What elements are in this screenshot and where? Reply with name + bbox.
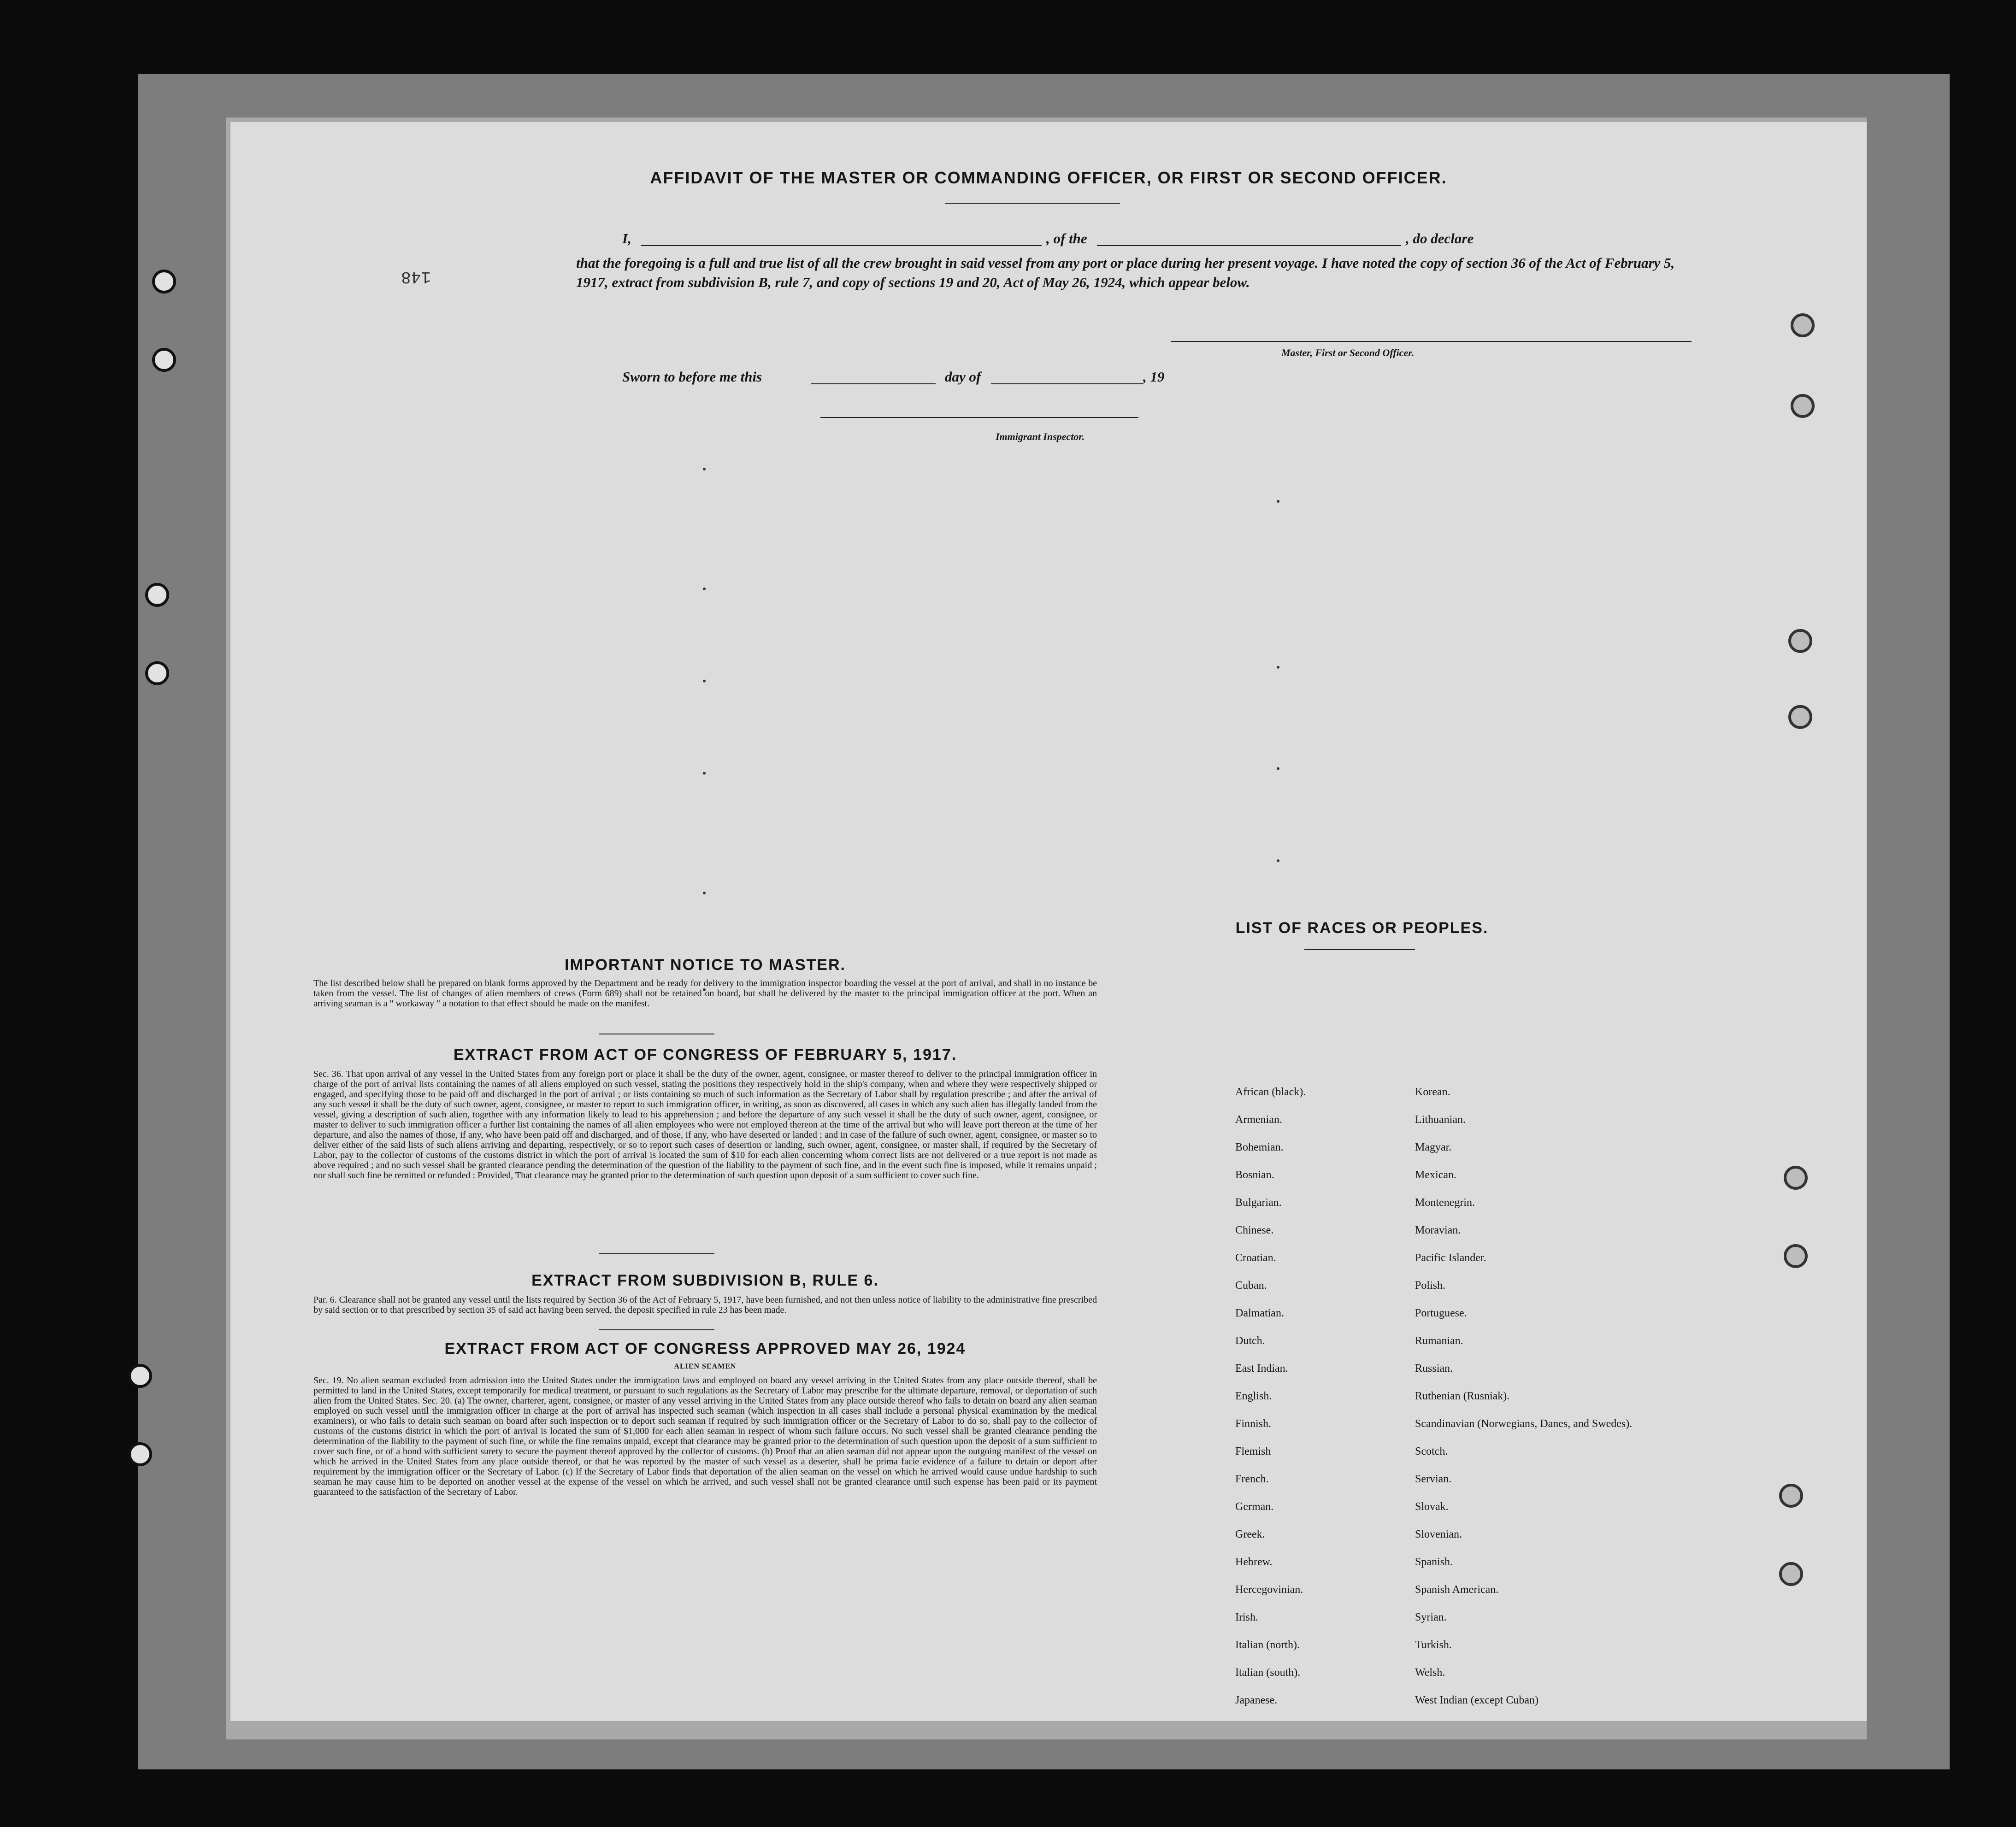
race-item: Russian. <box>1415 1363 1453 1375</box>
page-stamp-number: 148 <box>401 267 431 286</box>
mark <box>1277 666 1279 669</box>
affidavit-title: AFFIDAVIT OF THE MASTER OR COMMANDING OFFICER, OR FIRST OR SECOND OFFICER. <box>650 168 1447 187</box>
binder-hole-right-3 <box>1788 629 1812 653</box>
separator <box>599 1253 714 1254</box>
race-item: Chinese. <box>1235 1224 1274 1236</box>
race-item: Italian (north). <box>1235 1639 1300 1651</box>
extract-rule6-title: EXTRACT FROM SUBDIVISION B, RULE 6. <box>531 1272 879 1289</box>
binder-hole-right-1 <box>1791 313 1815 337</box>
mark <box>703 468 706 470</box>
binder-hole-right-7 <box>1779 1484 1803 1508</box>
race-item: Portuguese. <box>1415 1307 1467 1319</box>
race-item: Irish. <box>1235 1611 1258 1623</box>
day-of-label: day of <box>945 369 981 385</box>
binder-hole-right-4 <box>1788 705 1812 729</box>
mark <box>1277 500 1279 503</box>
race-item: Mexican. <box>1415 1169 1456 1181</box>
race-item: Lithuanian. <box>1415 1114 1466 1126</box>
race-item: Dalmatian. <box>1235 1307 1284 1319</box>
race-item: Italian (south). <box>1235 1667 1301 1679</box>
race-item: Bosnian. <box>1235 1169 1274 1181</box>
race-item: Syrian. <box>1415 1611 1447 1623</box>
separator <box>599 1329 714 1330</box>
race-item: Montenegrin. <box>1415 1197 1475 1209</box>
binder-hole-left-4 <box>145 661 169 685</box>
notice-text: The list described below shall be prepared on blank forms approved by the Department and be ready for delivery to the immigration inspector boarding the vessel at the port of arrival, and shall in no instance be taken from the vessel. The list of changes of alien members of crews (Form 689) shall not be retained on board, but shall be delivered by the master to the principal immigration officer at the port. When an arriving seaman is a " workaway " a notation to that effect should be made on the manifest. <box>313 978 1097 1009</box>
sworn-line <box>622 369 1406 387</box>
extract-1924-title: EXTRACT FROM ACT OF CONGRESS APPROVED MAY 26, 1924 <box>444 1340 966 1357</box>
race-item: Servian. <box>1415 1473 1452 1485</box>
binder-hole-right-6 <box>1784 1244 1808 1268</box>
race-item: Flemish <box>1235 1445 1271 1457</box>
race-item: English. <box>1235 1390 1272 1402</box>
race-item: Cuban. <box>1235 1280 1267 1292</box>
notice-title: IMPORTANT NOTICE TO MASTER. <box>565 956 846 974</box>
affidavit-page <box>230 122 1867 1721</box>
inspector-signature-line[interactable] <box>820 417 1138 418</box>
race-item: Korean. <box>1415 1086 1450 1098</box>
binder-hole-left-2 <box>152 348 176 372</box>
race-item: Polish. <box>1415 1280 1446 1292</box>
signature-line[interactable] <box>1171 341 1692 342</box>
vessel-field[interactable] <box>1097 245 1401 246</box>
extract-1924-subtitle: ALIEN SEAMEN <box>674 1363 737 1370</box>
mark <box>703 892 706 894</box>
signature-caption: Master, First or Second Officer. <box>1281 347 1415 358</box>
race-item: Welsh. <box>1415 1667 1445 1679</box>
race-item: Ruthenian (Rusniak). <box>1415 1390 1510 1402</box>
sworn-day-field[interactable] <box>811 383 936 384</box>
title-underline <box>945 203 1120 204</box>
race-item: Scotch. <box>1415 1445 1448 1457</box>
race-item: Spanish. <box>1415 1556 1453 1568</box>
name-field[interactable] <box>641 245 1042 246</box>
sworn-label: Sworn to before me this <box>622 369 762 385</box>
mark <box>703 680 706 682</box>
races-title: LIST OF RACES OR PEOPLES. <box>1235 919 1489 937</box>
mark <box>1277 767 1279 770</box>
race-item: Hercegovinian. <box>1235 1584 1303 1596</box>
race-item: Slovak. <box>1415 1501 1449 1513</box>
race-item: Bulgarian. <box>1235 1197 1282 1209</box>
do-declare-label: , do declare <box>1406 230 1474 247</box>
race-item: Slovenian. <box>1415 1528 1462 1540</box>
extract-1917-title: EXTRACT FROM ACT OF CONGRESS OF FEBRUARY 5, 1917. <box>453 1046 957 1063</box>
of-the-label: , of the <box>1046 230 1087 247</box>
affidavit-body: that the foregoing is a full and true list of all the crew brought in said vessel from any port or place during her present voyage. I have noted the copy of section 36 of the Act of February 5, 1917, extract from subdivision B, rule 7, and copy of sections 19 and 20, Act of May 26, 1924, which appear below. <box>576 255 1675 290</box>
race-item: African (black). <box>1235 1086 1306 1098</box>
mark <box>703 772 706 775</box>
race-item: Greek. <box>1235 1528 1265 1540</box>
race-item: Hebrew. <box>1235 1556 1273 1568</box>
race-item: Scandinavian (Norwegians, Danes, and Swedes). <box>1415 1418 1633 1430</box>
races-title-underline <box>1304 949 1415 950</box>
binder-hole-left-1 <box>152 270 176 294</box>
race-item: Japanese. <box>1235 1694 1278 1706</box>
race-item: Bohemian. <box>1235 1141 1284 1153</box>
race-item: Finnish. <box>1235 1418 1272 1430</box>
binder-hole-right-8 <box>1779 1562 1803 1586</box>
binder-hole-left-5 <box>128 1364 152 1388</box>
race-item: Croatian. <box>1235 1252 1276 1264</box>
sworn-month-field[interactable] <box>991 383 1143 384</box>
race-item: East Indian. <box>1235 1363 1288 1375</box>
mark <box>703 587 706 590</box>
race-item: German. <box>1235 1501 1274 1513</box>
extract-1917-text: Sec. 36. That upon arrival of any vessel in the United States from any foreign port or place it shall be the duty of the owner, agent, consignee, or master thereof to deliver to the principal immigration officer in charge of the port of arrival lists containing the names of all aliens employed on such vessel, stating the positions they respectively hold in the ship's company, when and where they were respectively shipped or engaged, and specifying those to be paid off and discharged in the port of arrival ; or lists containing so much of such information as the Secretary of Labor shall by regulation prescribe ; and after the arrival of any such vessel it shall be the duty of such owner, agent, consignee, or master to report to such immigration officer, in writing, as soon as discovered, all cases in which any such alien has illegally landed from the vessel, giving a description of such alien, together with any information likely to lead to his apprehension ; and before the departure of any such vessel it shall be the duty of such owner, agent, consignee, or master to deliver to such immigration officer a further list containing the names of all alien employees who were not employed thereon at the time of the arrival but who will leave port thereon at the time of her departure, and also the names of those, if any, who have been paid off and discharged, and of those, if any, who have deserted or landed ; and in case of the failure of such owner, agent, consignee, or master so to deliver either of the said lists of such aliens arriving and departing, respectively, or so to report such cases of desertion or landing, such owner, agent, consignee, or master shall, if required by the Secretary of Labor, pay to the collector of customs of the customs district in which the port of arrival is located the sum of $10 for each alien concerning whom correct lists are not delivered or a true report is not made as above required ; and no such vessel shall be granted clearance pending the determination of the question of the liability to the payment of such fine, and in the event such fine is imposed, while it remains unpaid ; nor shall such fine be remitted or refunded : Provided, That clearance may be granted prior to the determination of such question upon deposit of a sum sufficient to cover such fine. <box>313 1069 1097 1181</box>
race-item: Spanish American. <box>1415 1584 1499 1596</box>
race-item: Moravian. <box>1415 1224 1461 1236</box>
extract-1924-text: Sec. 19. No alien seaman excluded from admission into the United States under the immigration laws and employed on board any vessel arriving in the United States from any place outside thereof, shall be permitted to land in the United States, except temporarily for medical treatment, or pursuant to such regulations as the Secretary of Labor may prescribe for the ultimate departure, removal, or deportation of such alien from the United States. Sec. 20. (a) The owner, charterer, agent, consignee, or master of any vessel arriving in the United States from any place outside thereof who fails to detain on board any alien seaman employed on such vessel until the immigration officer in charge at the port of arrival has inspected such seaman (which inspection in all cases shall include a personal physical examination by the medical examiners), or who fails to detain such seaman on board after such inspection or to deport such seaman if required by such immigration officer or the Secretary of Labor to do so, shall pay to the collector of customs of the customs district in which the port of arrival is located the sum of $1,000 for each alien seaman in respect of whom such failure occurs. No such vessel shall be granted clearance pending the determination of the liability to the payment of such fine, or while the fine remains unpaid, except that clearance may be granted prior to the determination of such question upon the deposit of a sum sufficient to cover such fine, or of a bond with sufficient surety to secure the payment thereof approved by the collector of customs. (b) Proof that an alien seaman did not appear upon the outgoing manifest of the vessel on which he arrived in the United States from any place outside thereof, or that he was reported by the master of such vessel as a deserter, shall be prima facie evidence of a failure to detain or deport after requirement by the immigration officer or the Secretary of Labor. (c) If the Secretary of Labor finds that deportation of the alien seaman on the vessel on which he arrived would cause undue hardship to such seaman he may cause him to be deported on another vessel at the expense of the vessel on which he arrived, and such vessel shall not be granted clearance until such expense has been paid or its payment guaranteed to the satisfaction of the Secretary of Labor. <box>313 1375 1097 1497</box>
mark <box>1277 859 1279 862</box>
race-item: Pacific Islander. <box>1415 1252 1486 1264</box>
inspector-caption: Immigrant Inspector. <box>996 431 1085 442</box>
binder-hole-right-5 <box>1784 1166 1808 1190</box>
race-item: Magyar. <box>1415 1141 1452 1153</box>
binder-hole-left-3 <box>145 583 169 607</box>
race-item: Turkish. <box>1415 1639 1452 1651</box>
declaration-line <box>622 230 1751 249</box>
race-item: Armenian. <box>1235 1114 1282 1126</box>
i-label: I, <box>622 230 631 247</box>
race-item: Rumanian. <box>1415 1335 1463 1347</box>
races-right-column <box>1415 1085 1692 1721</box>
race-item: Dutch. <box>1235 1335 1265 1347</box>
binder-hole-left-6 <box>128 1442 152 1466</box>
race-item: French. <box>1235 1473 1269 1485</box>
extract-rule6-text: Par. 6. Clearance shall not be granted any vessel until the lists required by Section 36 of the Act of February 5, 1917, have been furnished, and not then unless notice of liability to the administrative fine prescribed by said section or to that prescribed by section 35 of said act having been served, the deposit specified in rule 23 has been made. <box>313 1295 1097 1315</box>
binder-hole-right-2 <box>1791 394 1815 418</box>
year-label: , 19 <box>1143 369 1165 385</box>
race-item: West Indian (except Cuban) <box>1415 1694 1539 1706</box>
